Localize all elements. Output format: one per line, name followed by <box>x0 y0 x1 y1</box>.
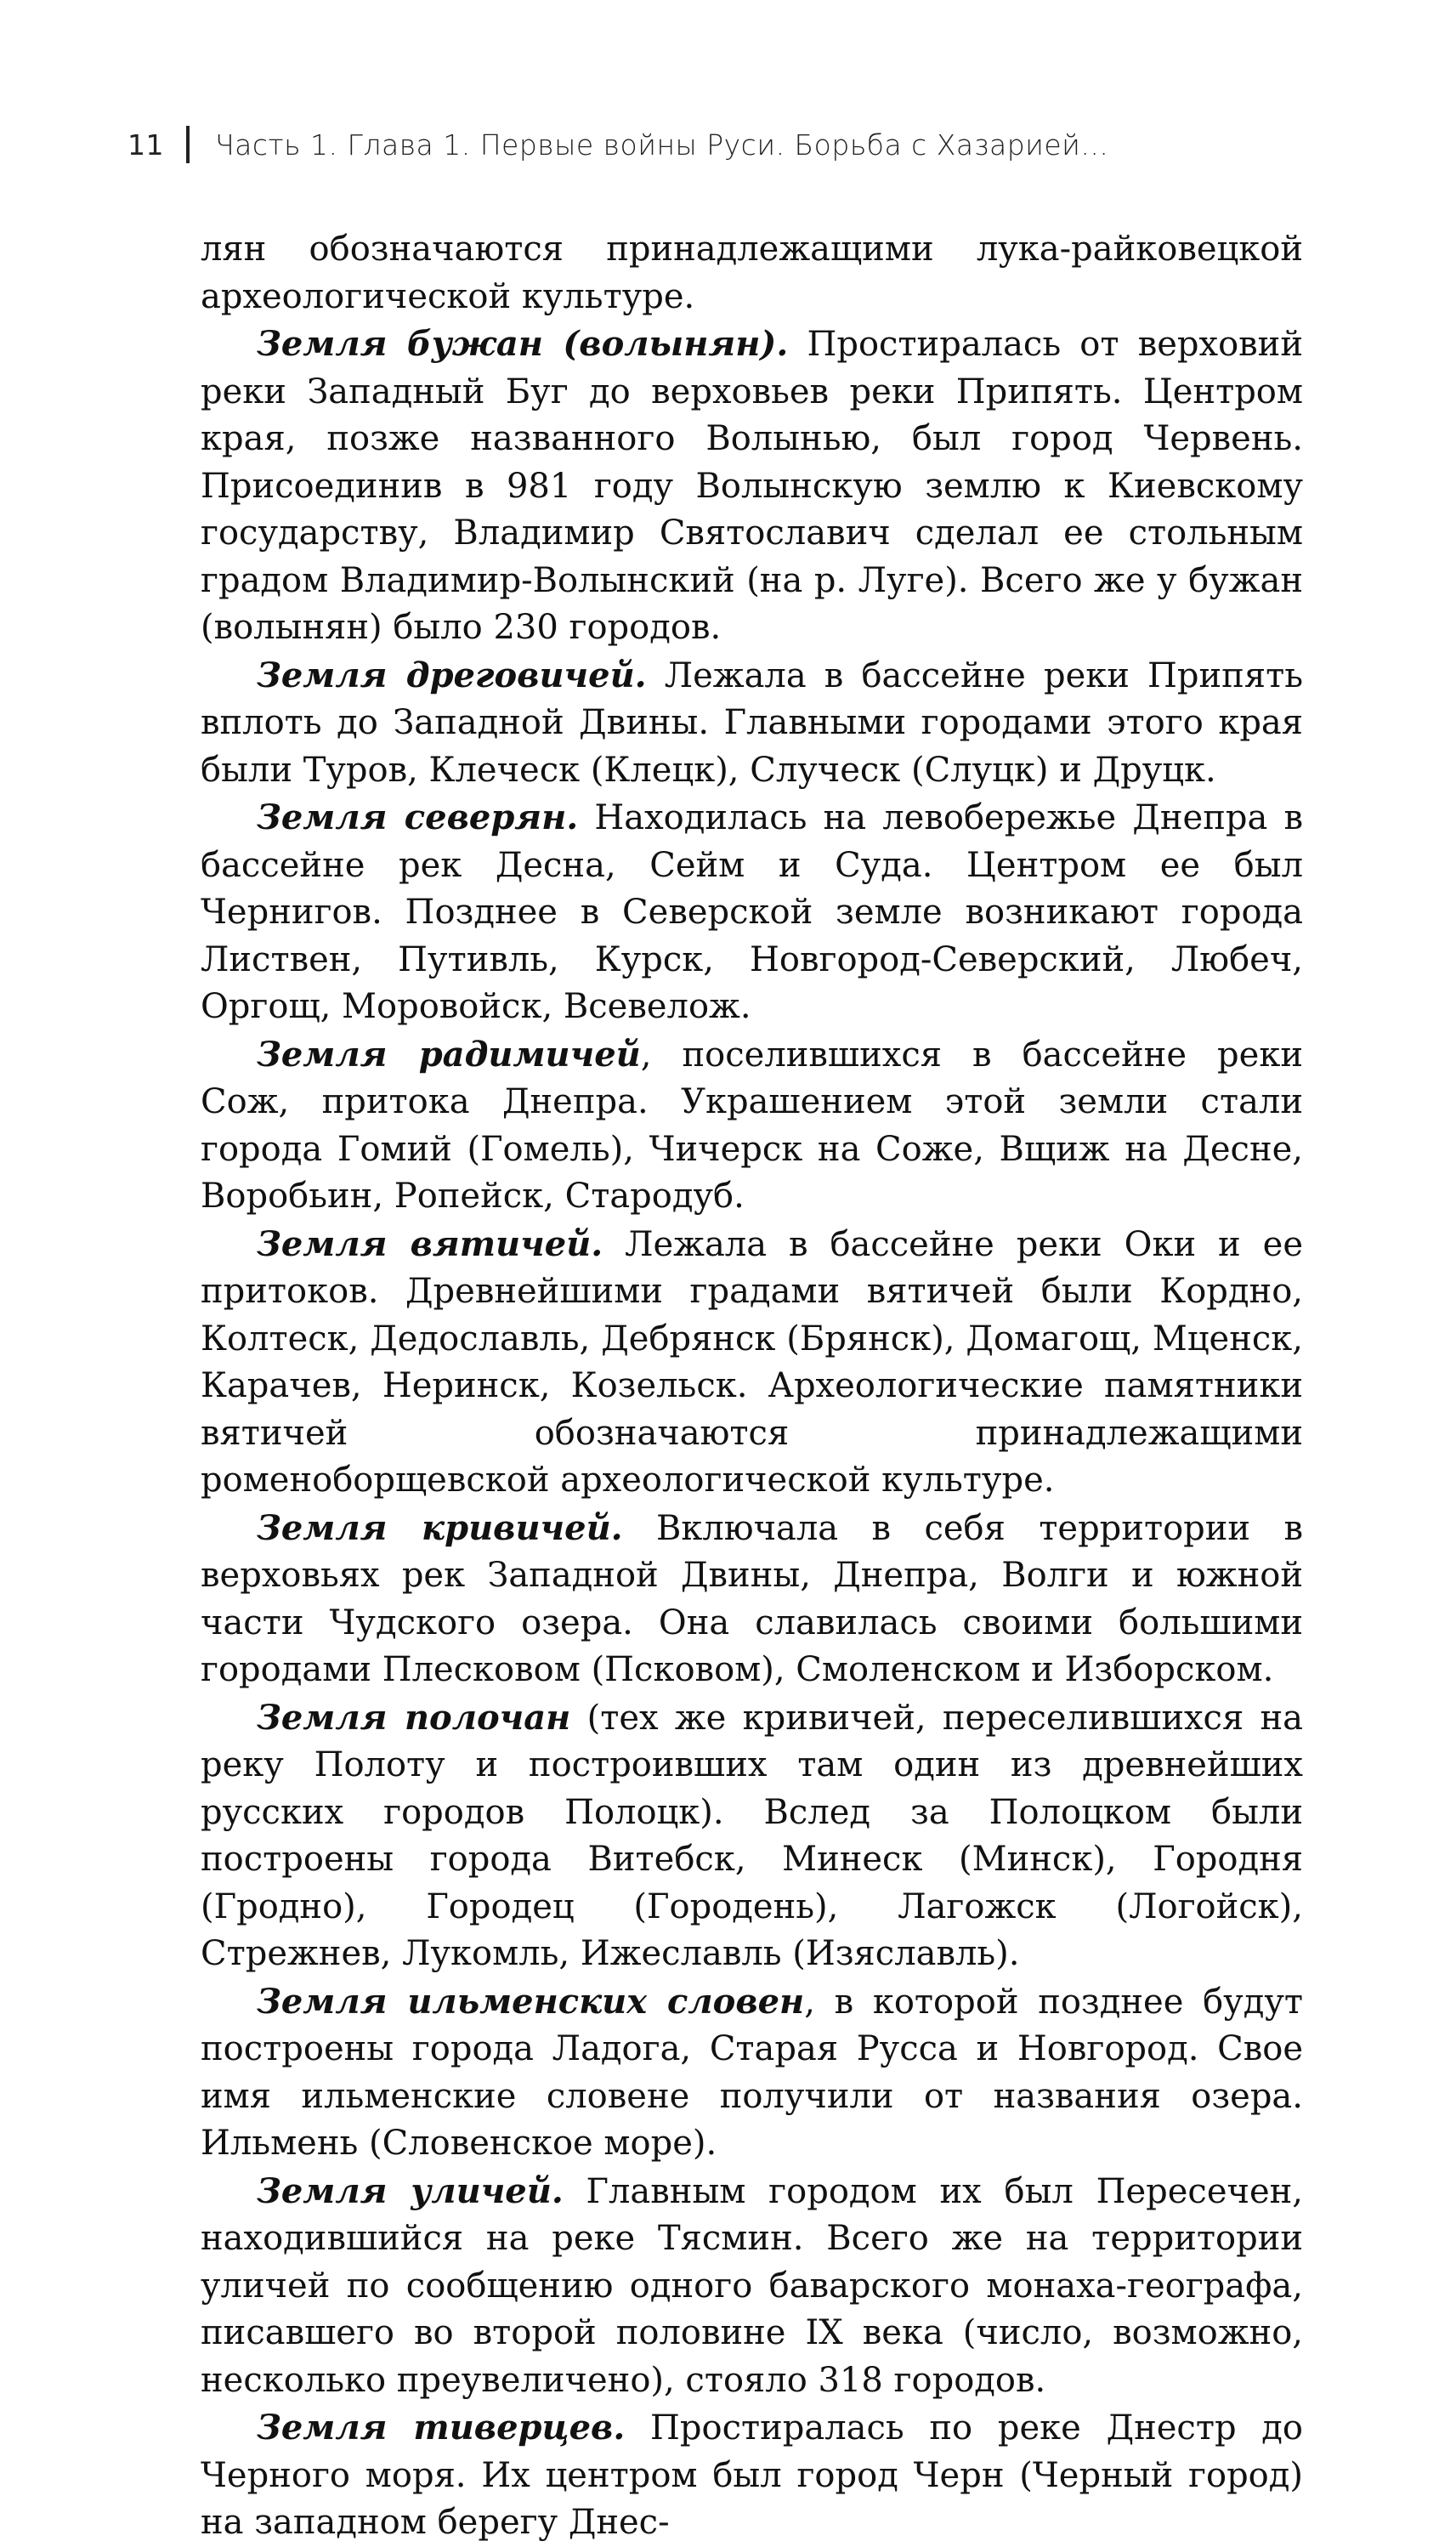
paragraph-text: Находилась на левобережье Днепра в бассейне рек Десна, Сейм и Суда. Центром ее был Чернигов. Позднее в Северской земле возникают города Листвен, Путивль, Курск, Новгород-Северский, Любеч, Оргощ, Моровойск, Всевелож. <box>201 798 1304 1026</box>
paragraph-term: Земля тиверцев. <box>257 2408 626 2448</box>
paragraph-term: Земля полочан <box>257 1697 571 1738</box>
paragraph-term: Земля уличей. <box>257 2170 564 2211</box>
paragraph-term: Земля вятичей. <box>257 1223 603 1264</box>
paragraph <box>201 1031 1303 1221</box>
header-divider <box>186 126 190 163</box>
paragraph <box>201 652 1303 795</box>
paragraph-text: Главным городом их был Пересечен, находившийся на реке Тясмин. Всего же на территории уличей по сообщению одного баварского монаха-географа, писавшего во второй половине IX века (число, возможно, несколько преувеличено), стояло 318 городов. <box>201 2171 1303 2400</box>
paragraph-text: лян обозначаются принадлежащими лука-райковецкой археологической культуре. <box>201 230 1303 316</box>
paragraph <box>201 1505 1303 1694</box>
paragraph-term: Земля радимичей <box>257 1034 641 1075</box>
paragraph-term: Земля дреговичей. <box>257 655 647 695</box>
paragraph-text: Лежала в бассейне реки Припять вплоть до Западной Двины. Главными городами этого края были Туров, Клеческ (Клецк), Случеск (Слуцк) и Друцк. <box>201 655 1303 790</box>
paragraph <box>201 225 1303 321</box>
paragraph <box>201 1221 1303 1505</box>
page-number: 11 <box>127 128 164 162</box>
body-text <box>201 225 1303 2547</box>
paragraph-text: Лежала в бассейне реки Оки и ее притоков. Древнейшими градами вятичей были Кордно, Колтеск, Дедославль, Дебрянск (Брянск), Домагощ, Мценск, Карачев, Неринск, Козельск. Археологические памятники вятичей обозначаются принадлежащими роменоборщевской археологической культуре. <box>201 1224 1303 1500</box>
paragraph-text: , поселившихся в бассейне реки Сож, притока Днепра. Украшением этой земли стали города Гомий (Гомель), Чичерск на Соже, Вщиж на Десне, Воробьин, Ропейск, Стародуб. <box>201 1035 1303 1216</box>
paragraph-term: Земля бужан (волынян). <box>257 324 789 364</box>
paragraph-text: , в которой позднее будут построены города Ладога, Старая Русса и Новгород. Свое имя ильменские словене получили от названия озера. Ильмень (Словенское море). <box>201 1982 1303 2163</box>
paragraph <box>201 794 1303 1031</box>
paragraph <box>201 1694 1303 1978</box>
paragraph-text: Включала в себя территории в верховьях рек Западной Двины, Днепра, Волги и южной части Чудского озера. Она славилась своими большими городами Плесковом (Псковом), Смоленском и Изборском. <box>201 1508 1303 1689</box>
paragraph-term: Земля кривичей. <box>257 1507 623 1548</box>
paragraph <box>201 321 1303 652</box>
running-header <box>127 119 1108 170</box>
paragraph-text: Простиралась от верховий реки Западный Буг до верховьев реки Припять. Центром края, позже названного Волынью, был город Червень. Присоединив в 981 году Волынскую землю к Киевскому государству, Владимир Святославич сделал ее стольным градом Владимир-Волынский (на р. Луге). Всего же у бужан (волынян) было 230 городов. <box>201 325 1303 647</box>
paragraph-text: Простиралась по реке Днестр до Черного моря. Их центром был город Черн (Черный город) на западном берегу Днес- <box>201 2408 1303 2542</box>
paragraph-term: Земля ильменских словен <box>257 1981 805 2022</box>
paragraph-term: Земля северян. <box>257 797 579 837</box>
paragraph-text: (тех же кривичей, переселившихся на реку Полоту и построивших там один из древнейших русских городов Полоцк). Вслед за Полоцком были построены города Витебск, Минеск (Минск), Городня (Гродно), Городец (Городень), Лагожск (Логойск), Стрежнев, Лукомль, Ижеславль (Изяславль). <box>201 1698 1303 1973</box>
paragraph <box>201 1978 1303 2168</box>
paragraph <box>201 2404 1303 2547</box>
paragraph <box>201 2168 1303 2405</box>
running-title: Часть 1. Глава 1. Первые войны Руси. Борьба с Хазарией... <box>215 128 1109 162</box>
